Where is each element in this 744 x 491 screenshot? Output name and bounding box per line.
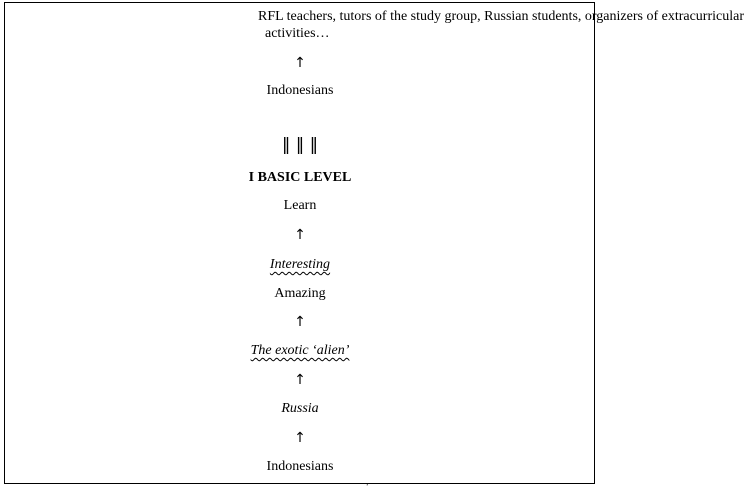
up-arrow-5: ↑ <box>294 430 306 446</box>
actors-line-2: activities… <box>265 26 330 41</box>
russia-label: Russia <box>281 401 319 416</box>
up-arrow-1: ↑ <box>294 55 306 71</box>
amazing-label: Amazing <box>274 286 326 301</box>
exotic-alien-label: The exotic ‘alien’ <box>250 343 350 358</box>
actors-line-1: RFL teachers, tutors of the study group, Russian students, organizers of extracurricular <box>258 9 744 24</box>
basic-level-heading: I BASIC LEVEL <box>248 170 352 185</box>
learn-label: Learn <box>283 198 317 213</box>
footer-mark: ’ <box>366 483 369 491</box>
interesting-label: Interesting <box>269 257 331 272</box>
level-separator: ‖ ‖ ‖ <box>281 135 319 155</box>
up-arrow-2: ↑ <box>294 227 306 243</box>
indonesians-top-label: Indonesians <box>266 83 334 98</box>
up-arrow-4: ↑ <box>294 372 306 388</box>
up-arrow-3: ↑ <box>294 314 306 330</box>
indonesians-bottom-label: Indonesians <box>266 459 334 474</box>
